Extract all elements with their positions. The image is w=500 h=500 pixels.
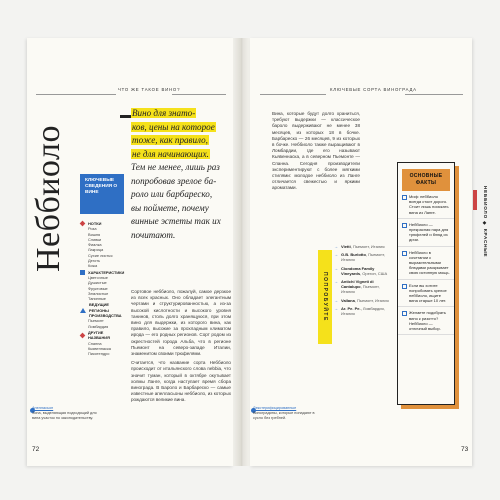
checkbox-icon xyxy=(402,251,407,256)
square-icon xyxy=(80,270,85,275)
producer-region: Пьемонт, Италия xyxy=(352,244,385,249)
quote-line xyxy=(131,175,241,189)
fact-item xyxy=(398,307,454,335)
checkbox-icon xyxy=(402,195,407,200)
producer-name: Ciondoma Family Vineyards xyxy=(341,265,375,276)
key-section-item: Пьемонт xyxy=(88,318,104,324)
producer-item xyxy=(334,252,390,262)
key-info-box: КЛЮЧЕВЫЕ СВЕДЕНИЯ О ВИНЕ xyxy=(80,174,124,214)
arrow-icon: → xyxy=(334,265,338,271)
quote-line xyxy=(131,161,241,175)
pull-quote xyxy=(131,107,241,242)
key-section-item: Сливки xyxy=(88,236,102,242)
quote-text: почитают. xyxy=(131,229,176,240)
key-section-item: Спанна xyxy=(88,340,102,346)
producer-name: Vietti xyxy=(341,244,351,249)
arrow-icon: → xyxy=(334,297,338,303)
key-section-item: Землистые xyxy=(88,290,109,296)
try-these-tag: ПОПРОБУЙТЕ xyxy=(318,250,332,344)
checkbox-icon xyxy=(402,223,407,228)
running-head-left: ЧТО ЖЕ ТАКОЕ ВИНО? xyxy=(118,87,181,92)
fact-text: Неббиоло в сочетании с выразительными блюдами раскрывает свою истинную мощь. xyxy=(409,249,450,276)
running-head-rule-right-2 xyxy=(405,94,463,95)
fact-text: Желаете подобрать вино к ризотто? Неббиоло — отличный выбор. xyxy=(409,310,446,332)
key-section-title: НОТКИ xyxy=(88,221,102,226)
key-section-item: Танинные xyxy=(88,296,106,302)
running-head-rule-left xyxy=(36,94,116,95)
arrow-icon: → xyxy=(334,279,338,285)
quote-text: не для начинающих. xyxy=(132,148,209,159)
quote-text: Тем не менее, лишь раз xyxy=(131,162,220,172)
facts-box xyxy=(397,162,455,405)
producer-item xyxy=(334,279,390,295)
producer-region: Ломбардия, Италия xyxy=(341,305,385,317)
key-section-heading xyxy=(80,302,124,318)
producer-text: Antichi Vigneti di Cantalupo, Пьемонт, Италия xyxy=(341,279,380,295)
key-info-list xyxy=(80,220,124,356)
key-section-item: Лакрица xyxy=(88,247,104,253)
producer-name: Vallana xyxy=(341,297,355,303)
footnote-left xyxy=(32,406,102,420)
quote-text: винные эстеты так их xyxy=(131,216,221,226)
key-section-item: Сухие листья xyxy=(88,252,113,258)
quote-line xyxy=(131,134,241,148)
producer-name: Antichi Vigneti di Cantalupo xyxy=(341,279,374,290)
key-section-item: Кожа xyxy=(88,263,98,269)
page-number-left: 72 xyxy=(32,446,40,453)
paragraph-1: Сортовое неббиоло, пожалуй, самое дерзкое из всех красных. Оно обладает элегантным чертами и структурированностью, а из-за высокой кислотности и высокого уровня танинов, столь долго хранящуюся, при этом вино для выдержки, из которого вина, как правило, высокие за прохладным климатом ирода — его родных регионов. Сорт родом из окрестностей города Альба, что в регионе Пьемонт на северо-западе Италии, знаменитом своими трюфелями. xyxy=(131,289,231,357)
producer-item xyxy=(334,306,390,316)
running-head-rule-right xyxy=(260,94,326,95)
quote-text: ков, цены на которое xyxy=(132,121,215,132)
footnote-right xyxy=(253,406,323,420)
body-paragraph-right: Вина, которые будут долго храниться, требуют выдержки — классическое бароло выдерживают не менее 38 месяцев, из которых 18 в бочке. Барбареско — 26 месяцев, 9 из которых в бочке. Неббиоло также выращивают в Ломбардии, где его называют Кьявеннаска, а в северном Пьемонте — Спанна. Сегодня производители экспериментируют с более мягкими стилями: молодое неббиоло из Ланге отличается свежестью и яркими ароматами. xyxy=(272,111,360,191)
quote-line xyxy=(131,188,241,202)
fact-item xyxy=(398,247,454,280)
footnote-text-right: Виноградины, которые попадают в сусло без гребней. xyxy=(253,410,315,420)
key-section-item: Вишня xyxy=(88,231,101,237)
quote-text: Вино для знато- xyxy=(132,108,196,118)
running-head-right: КЛЮЧЕВЫЕ СОРТА ВИНОГРАДА xyxy=(330,87,417,92)
running-head-rule-left-2 xyxy=(172,94,226,95)
producer-region: Пьемонт, Италия xyxy=(341,252,385,263)
key-section-title: ДРУГИЕ НАЗВАНИЯ xyxy=(88,329,110,341)
key-section-title: ХАРАКТЕРИСТИКИ xyxy=(88,269,125,275)
quote-text: тоже, как правило, xyxy=(132,135,208,145)
key-section-item: Фруктовые xyxy=(88,285,108,291)
key-section-item: Душистые xyxy=(88,280,107,286)
page-number-right: 73 xyxy=(461,446,469,453)
diamond-icon xyxy=(80,332,86,338)
producer-text: Ciondoma Family Vineyards, Орегон, США xyxy=(341,265,388,276)
side-tab: НЕББИОЛО ◆ КРАСНЫЕ xyxy=(483,186,488,258)
book-gutter xyxy=(233,38,250,466)
footnote-term-left: Апелласьон xyxy=(32,406,54,410)
producer-region: Пьемонт, Италия xyxy=(357,297,389,303)
fact-item xyxy=(398,219,454,247)
quote-line xyxy=(131,121,241,135)
facts-title: ОСНОВНЫЕ ФАКТЫ xyxy=(402,169,450,191)
fact-item xyxy=(398,280,454,308)
checkbox-icon xyxy=(402,284,407,289)
producer-name: Ar. Pe. Pe. xyxy=(341,305,361,311)
quote-line xyxy=(131,202,241,216)
key-section-item: Цветочные xyxy=(88,274,108,280)
fact-item xyxy=(398,191,454,219)
quote-text: роло или барбареско, xyxy=(131,189,213,199)
body-paragraph-left xyxy=(131,289,231,404)
producer-region: Пьемонт, Италия xyxy=(341,284,380,295)
paragraph-2: Считается, что название сорта Неббиоло происходит от итальянского слова nebbia, что значит туман, который в октябре окутывает холмы Ланге, когда наступает время сбора винограда. В Бароло и Барбареско — самые известные апелласьоны неббиоло, из которых рождаются великие вина. xyxy=(131,360,231,403)
producer-text: Ar. Pe. Pe., Ломбардия, Италия xyxy=(341,305,385,317)
producer-list xyxy=(334,244,390,319)
producer-text: Vietti, Пьемонт, Италия xyxy=(341,244,385,249)
key-section-heading xyxy=(80,330,124,341)
side-tab-marker xyxy=(473,190,477,210)
quote-text: вы поймете, почему xyxy=(131,202,209,213)
arrow-icon: → xyxy=(334,244,338,249)
producer-item xyxy=(334,298,390,303)
key-section-item: Ломбардия xyxy=(88,323,109,329)
footnote-text-left: Зона, выделяющая подходящий для вина участок по законодательству. xyxy=(32,410,97,420)
fact-text: Миф: неббиоло всегда стоит дорого. Стоит лишь поискать вина из Ланге. xyxy=(409,194,449,215)
quote-line xyxy=(131,229,241,243)
fact-text: Неббиоло — прекрасная пара для трюфелей и блюд из дичи. xyxy=(409,221,449,243)
checkbox-icon xyxy=(402,311,407,316)
key-section-item: Пикотендро xyxy=(88,351,110,357)
producer-text: Vallana, Пьемонт, Италия xyxy=(341,297,389,303)
key-section-item: Фиалка xyxy=(88,242,102,248)
key-section-item: Деготь xyxy=(88,258,101,264)
fact-text: Если вы хотите попробовать зрелое неббиоло, ищите вина старше 10 лет. xyxy=(409,282,447,304)
producer-name: G.B. Burlotto xyxy=(341,252,366,258)
triangle-icon xyxy=(80,308,86,313)
producer-text: G.B. Burlotto, Пьемонт, Италия xyxy=(341,252,385,263)
quote-line xyxy=(131,107,241,121)
quote-line xyxy=(131,215,241,229)
footnote-term-right: Декстерифицированные xyxy=(253,406,297,410)
arrow-icon: → xyxy=(334,305,338,311)
key-section-item: Кьявеннаска xyxy=(88,345,111,351)
quote-line xyxy=(131,148,241,162)
arrow-icon: → xyxy=(334,252,338,258)
key-section-item: Роза xyxy=(88,226,97,232)
quote-text: попробовав зрелое ба- xyxy=(131,175,217,186)
key-section-title: ВЕДУЩИЕ РЕГИОНЫ ПРОИЗВОДСТВА xyxy=(89,302,122,319)
producer-item xyxy=(334,244,390,249)
wine-title: Неббиоло xyxy=(30,125,67,272)
producer-region: Орегон, США xyxy=(362,270,388,276)
producer-item xyxy=(334,266,390,276)
